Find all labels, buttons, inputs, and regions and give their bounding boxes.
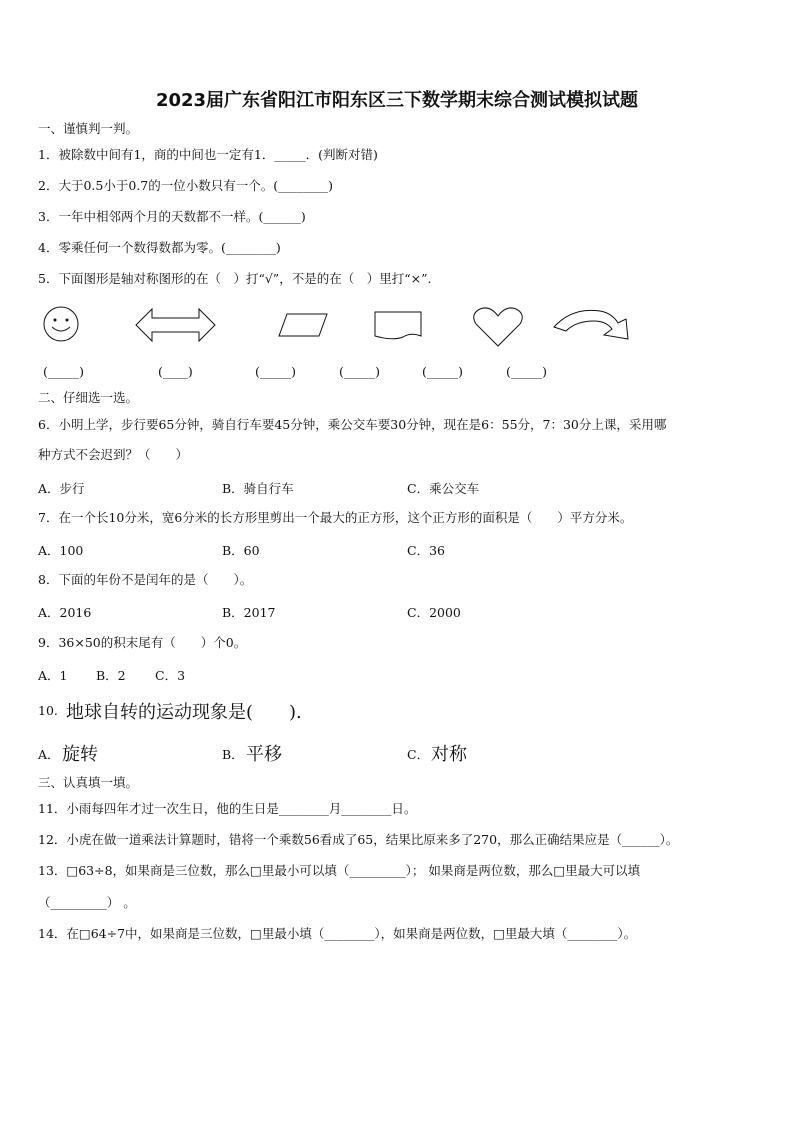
question-6-line-1: 6．小明上学，步行要65分钟，骑自行车要45分钟，乘公交车要30分钟，现在是6：55分，7：30分上课，采用哪 (38, 417, 667, 432)
heart-icon (472, 306, 524, 348)
shape-answer-blank[interactable]: (_____) (506, 364, 548, 379)
q6-option-b[interactable]: B．骑自行车 (222, 481, 294, 496)
page-title: 2023届广东省阳江市阳东区三下数学期末综合测试模拟试题 (155, 90, 639, 111)
shape-answer-blank[interactable]: (_____) (422, 364, 464, 379)
question-13-line-2: （_________） 。 (38, 895, 136, 910)
question-12: 12．小虎在做一道乘法计算题时，错将一个乘数56看成了65，结果比原来多了270，那么正确结果应是（______）。 (38, 832, 679, 847)
section-3-heading: 三、认真填一填。 (38, 775, 139, 790)
q10-option-c-text[interactable]: 对称 (431, 744, 467, 765)
question-4: 4．零乘任何一个数得数都为零。(________) (38, 240, 281, 255)
q8-option-c[interactable]: C．2000 (407, 605, 461, 620)
parallelogram-icon (277, 312, 329, 338)
question-10-text: 地球自转的运动现象是( ). (66, 702, 302, 723)
question-11: 11．小雨每四年才过一次生日，他的生日是________月________日。 (38, 801, 417, 816)
q10-option-a-text[interactable]: 旋转 (62, 744, 98, 765)
q8-option-a[interactable]: A．2016 (38, 605, 92, 620)
q9-option-a[interactable]: A．1 (38, 668, 68, 683)
q7-option-c[interactable]: C．36 (407, 543, 445, 558)
q7-option-a[interactable]: A．100 (38, 543, 84, 558)
question-1: 1．被除数中间有1，商的中间也一定有1．_____．(判断对错) (38, 147, 378, 162)
question-10-number: 10. (38, 703, 58, 718)
question-14: 14．在□64÷7中，如果商是三位数，□里最小填（________），如果商是两位数，□里最大填（________）。 (38, 926, 637, 941)
q8-option-b[interactable]: B．2017 (222, 605, 276, 620)
smiley-face-icon (40, 306, 84, 342)
curved-arrow-icon (552, 305, 632, 343)
q10-option-a-letter[interactable]: A． (38, 747, 60, 762)
q10-option-c-letter[interactable]: C． (407, 747, 430, 762)
shape-answer-blank[interactable]: (_____) (43, 364, 85, 379)
section-1-heading: 一、谨慎判一判。 (38, 121, 139, 136)
shape-answer-blank[interactable]: (____) (158, 364, 193, 379)
double-arrow-icon (135, 307, 217, 343)
q10-option-b-letter[interactable]: B． (222, 747, 244, 762)
question-2: 2．大于0.5小于0.7的一位小数只有一个。(________) (38, 178, 333, 193)
question-13-line-1: 13．□63÷8，如果商是三位数，那么□里最小可以填（_________）； 如果商是两位数，那么□里最大可以填 (38, 863, 641, 878)
q6-option-c[interactable]: C．乘公交车 (407, 481, 480, 496)
q9-option-b[interactable]: B．2 (96, 668, 126, 683)
question-6-line-2: 种方式不会迟到？（ ） (38, 447, 189, 462)
shape-answer-blank[interactable]: (_____) (339, 364, 381, 379)
q6-option-a[interactable]: A．步行 (38, 481, 85, 496)
q10-option-b-text[interactable]: 平移 (246, 744, 282, 765)
question-5: 5．下面图形是轴对称图形的在（ ）打“√”，不是的在（ ）里打“×”. (38, 271, 432, 286)
flag-rectangle-icon (373, 310, 425, 342)
question-3: 3．一年中相邻两个月的天数都不一样。(______) (38, 209, 306, 224)
q9-option-c[interactable]: C．3 (155, 668, 186, 683)
shape-answer-blank[interactable]: (_____) (255, 364, 297, 379)
question-8: 8．下面的年份不是闰年的是（ ）。 (38, 572, 253, 587)
question-9: 9．36×50的积末尾有（ ）个0。 (38, 635, 247, 650)
section-2-heading: 二、仔细选一选。 (38, 390, 139, 405)
q7-option-b[interactable]: B．60 (222, 543, 260, 558)
question-7: 7．在一个长10分米，宽6分米的长方形里剪出一个最大的正方形，这个正方形的面积是（ ）平方分米。 (38, 510, 633, 525)
